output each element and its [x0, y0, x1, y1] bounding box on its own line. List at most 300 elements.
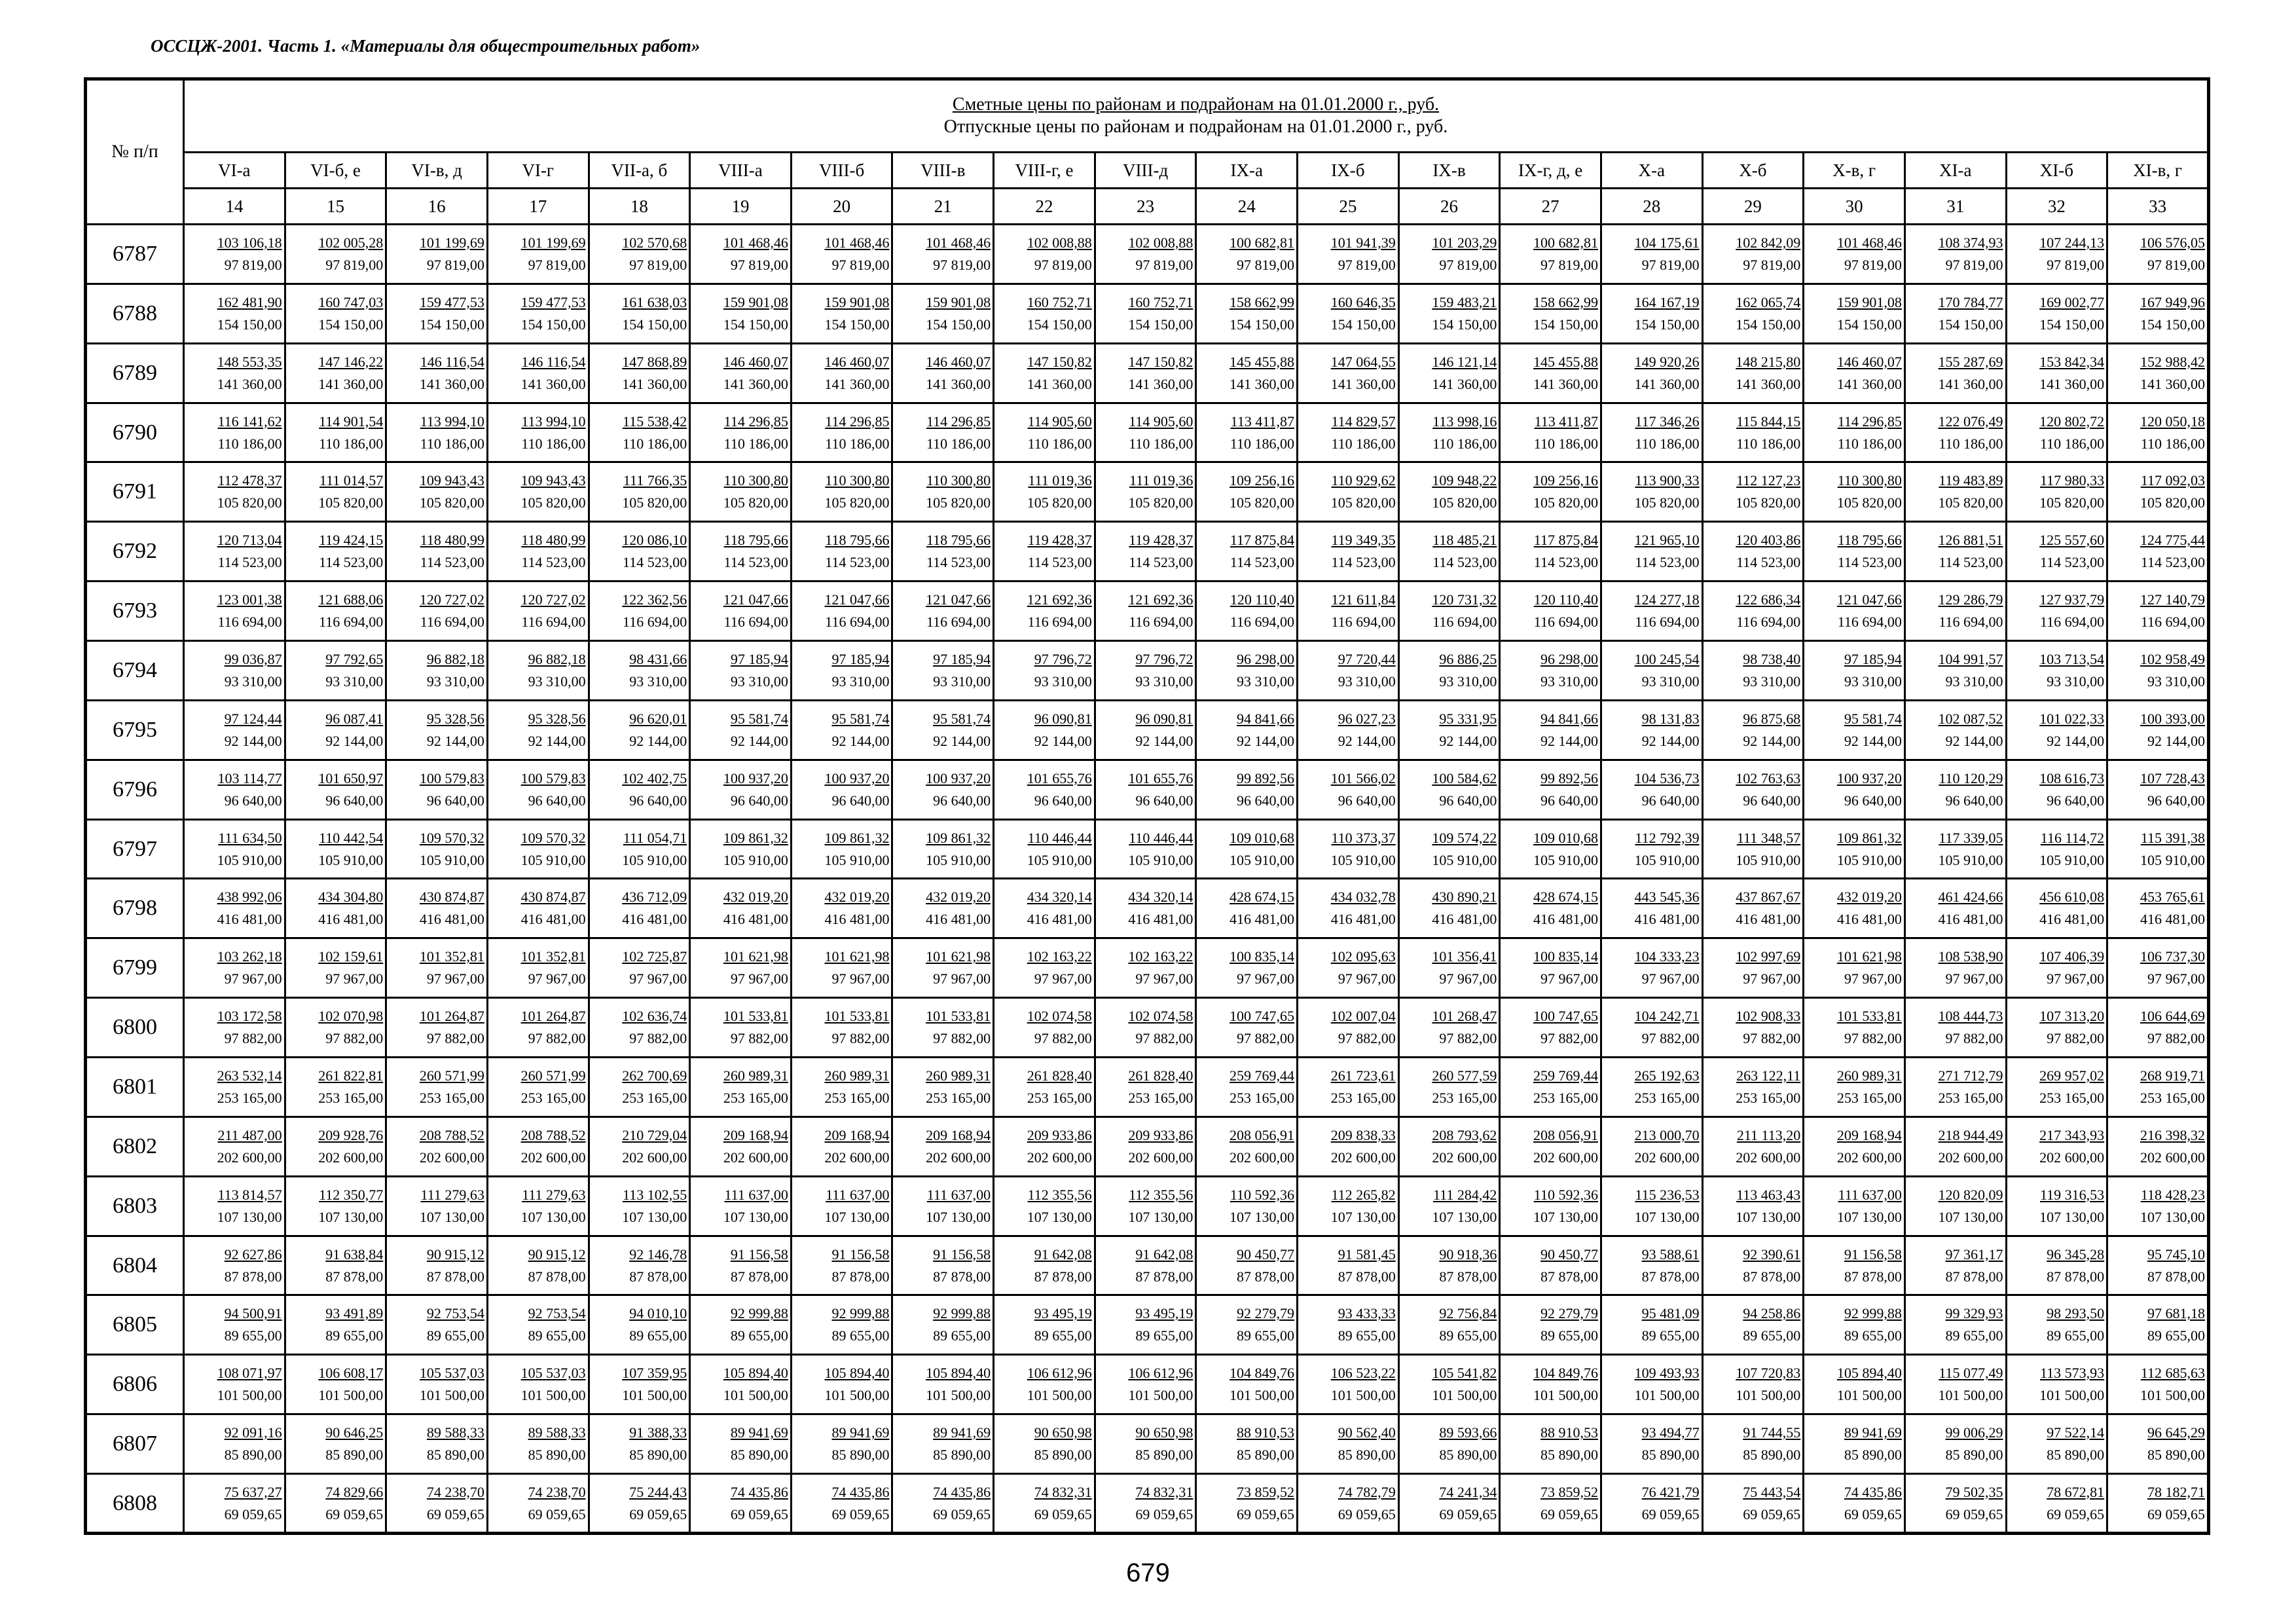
- release-price: 105 910,00: [1027, 851, 1092, 868]
- price-cell: [1601, 225, 1702, 284]
- release-price: 114 523,00: [623, 554, 687, 571]
- release-price: 87 878,00: [2047, 1268, 2105, 1285]
- estimate-price: 271 712,79: [1938, 1067, 2003, 1084]
- price-cell: [1196, 700, 1298, 760]
- price-cell: [1500, 1414, 1601, 1474]
- table-title-cell: [184, 79, 2209, 153]
- price-cell: [1298, 1116, 1399, 1176]
- price-cell: [994, 998, 1095, 1058]
- release-price: 253 165,00: [2039, 1089, 2105, 1106]
- release-price: 101 500,00: [1634, 1387, 1700, 1404]
- estimate-price: 108 616,73: [2039, 769, 2105, 786]
- release-price: 110 186,00: [1331, 435, 1396, 452]
- release-price: 96 640,00: [629, 792, 687, 809]
- table-row: [86, 1355, 2209, 1414]
- estimate-price: 101 199,69: [419, 234, 484, 251]
- release-price: 93 310,00: [1237, 673, 1295, 690]
- release-price: 97 967,00: [528, 970, 586, 987]
- estimate-price: 76 421,79: [1641, 1483, 1700, 1500]
- header-row-districts: [86, 153, 2209, 189]
- price-cell: [1298, 1355, 1399, 1414]
- release-price: 96 640,00: [224, 792, 282, 809]
- estimate-price: 108 444,73: [1938, 1008, 2003, 1025]
- release-price: 105 910,00: [1736, 851, 1801, 868]
- estimate-price: 109 861,32: [926, 829, 991, 846]
- estimate-price: 112 350,77: [319, 1186, 384, 1203]
- estimate-price: 101 468,46: [723, 234, 788, 251]
- price-cell: [1196, 225, 1298, 284]
- estimate-price: 112 792,39: [1635, 829, 1700, 846]
- estimate-price: 209 838,33: [1330, 1126, 1396, 1143]
- price-cell: [892, 1236, 994, 1295]
- column-number: 27: [1500, 189, 1601, 225]
- price-cell: [184, 1116, 285, 1176]
- estimate-price: 145 455,88: [1533, 353, 1598, 370]
- price-cell: [1904, 938, 2006, 998]
- release-price: 141 360,00: [723, 375, 788, 392]
- price-cell: [1904, 1058, 2006, 1117]
- release-price: 97 819,00: [1237, 256, 1295, 273]
- release-price: 85 890,00: [1439, 1447, 1497, 1464]
- estimate-price: 74 435,86: [933, 1483, 991, 1500]
- estimate-price: 114 296,85: [926, 413, 991, 430]
- price-cell: [1904, 462, 2006, 522]
- price-cell: [690, 343, 792, 403]
- release-price: 253 165,00: [1128, 1089, 1194, 1106]
- release-price: 87 878,00: [1439, 1268, 1497, 1285]
- price-cell: [892, 1474, 994, 1534]
- estimate-price: 91 156,58: [730, 1246, 788, 1263]
- release-price: 154 150,00: [318, 316, 384, 333]
- price-cell: [791, 581, 892, 641]
- table-row: [86, 938, 2209, 998]
- estimate-price: 118 480,99: [420, 532, 484, 549]
- estimate-price: 120 802,72: [2039, 413, 2105, 430]
- release-price: 202 600,00: [1230, 1149, 1295, 1166]
- price-cell: [1904, 1355, 2006, 1414]
- estimate-price: 102 763,63: [1736, 769, 1801, 786]
- estimate-price: 89 588,33: [426, 1424, 484, 1441]
- price-cell: [1196, 641, 1298, 701]
- price-cell: [994, 879, 1095, 938]
- price-cell: [184, 522, 285, 581]
- price-cell: [285, 1474, 386, 1534]
- estimate-price: 105 894,40: [1836, 1365, 1902, 1382]
- release-price: 110 186,00: [521, 435, 586, 452]
- release-price: 89 655,00: [1743, 1327, 1801, 1344]
- estimate-price: 101 352,81: [520, 948, 586, 965]
- estimate-price: 121 047,66: [926, 591, 991, 608]
- price-cell: [1601, 938, 1702, 998]
- price-cell: [1398, 700, 1500, 760]
- release-price: 97 882,00: [325, 1030, 384, 1047]
- price-cell: [1196, 938, 1298, 998]
- release-price: 416 481,00: [1836, 911, 1902, 928]
- estimate-price: 109 570,32: [419, 829, 484, 846]
- release-price: 85 890,00: [1237, 1447, 1295, 1464]
- release-price: 105 910,00: [1230, 851, 1295, 868]
- release-price: 110 186,00: [1939, 435, 2003, 452]
- release-price: 97 967,00: [1237, 970, 1295, 987]
- release-price: 154 150,00: [1230, 316, 1295, 333]
- price-cell: [2006, 403, 2107, 462]
- estimate-price: 111 637,00: [926, 1186, 991, 1203]
- release-price: 97 967,00: [1641, 970, 1700, 987]
- estimate-price: 91 642,08: [1034, 1246, 1092, 1263]
- price-cell: [690, 284, 792, 343]
- release-price: 97 819,00: [1439, 256, 1497, 273]
- release-price: 116 694,00: [1533, 614, 1598, 631]
- release-price: 85 890,00: [2147, 1447, 2205, 1464]
- release-price: 89 655,00: [2147, 1327, 2205, 1344]
- price-cell: [184, 1474, 285, 1534]
- estimate-price: 93 495,19: [1034, 1305, 1092, 1322]
- price-cell: [285, 1058, 386, 1117]
- header-row-title: [86, 79, 2209, 153]
- price-cell: [791, 700, 892, 760]
- price-cell: [791, 1058, 892, 1117]
- release-price: 97 967,00: [629, 970, 687, 987]
- estimate-price: 101 352,81: [419, 948, 484, 965]
- release-price: 97 819,00: [1945, 256, 2003, 273]
- price-cell: [1398, 462, 1500, 522]
- estimate-price: 160 752,71: [1027, 293, 1092, 310]
- release-price: 253 165,00: [622, 1089, 687, 1106]
- release-price: 93 310,00: [1844, 673, 1902, 690]
- price-cell: [1298, 938, 1399, 998]
- estimate-price: 97 681,18: [2147, 1305, 2205, 1322]
- price-cell: [487, 1236, 589, 1295]
- estimate-price: 94 841,66: [1237, 710, 1295, 727]
- estimate-price: 111 766,35: [623, 472, 687, 489]
- estimate-price: 101 203,29: [1432, 234, 1497, 251]
- estimate-price: 430 874,87: [520, 889, 586, 906]
- estimate-price: 213 000,70: [1634, 1126, 1700, 1143]
- price-cell: [690, 998, 792, 1058]
- price-cell: [487, 1176, 589, 1236]
- estimate-price: 93 494,77: [1641, 1424, 1700, 1441]
- estimate-price: 90 450,77: [1237, 1246, 1295, 1263]
- estimate-price: 101 468,46: [1836, 234, 1902, 251]
- release-price: 105 910,00: [1533, 851, 1598, 868]
- release-price: 69 059,65: [1034, 1505, 1092, 1522]
- estimate-price: 209 168,94: [723, 1126, 788, 1143]
- column-number: 19: [690, 189, 792, 225]
- column-number: 29: [1702, 189, 1804, 225]
- price-cell: [1804, 284, 1905, 343]
- release-price: 69 059,65: [1844, 1505, 1902, 1522]
- price-cell: [791, 462, 892, 522]
- price-cell: [1904, 581, 2006, 641]
- price-cell: [690, 879, 792, 938]
- price-cell: [1804, 522, 1905, 581]
- price-cell: [285, 462, 386, 522]
- price-cell: [285, 700, 386, 760]
- release-price: 105 820,00: [1533, 494, 1598, 511]
- district-header: IX-а: [1196, 153, 1298, 189]
- price-cell: [386, 403, 488, 462]
- release-price: 92 144,00: [1237, 732, 1295, 749]
- release-price: 154 150,00: [926, 316, 991, 333]
- district-header: VIII-д: [1095, 153, 1196, 189]
- price-cell: [386, 1355, 488, 1414]
- estimate-price: 209 168,94: [1836, 1126, 1902, 1143]
- release-price: 107 130,00: [520, 1208, 586, 1225]
- price-cell: [589, 225, 690, 284]
- estimate-price: 430 890,21: [1432, 889, 1497, 906]
- release-price: 85 890,00: [1743, 1447, 1801, 1464]
- price-cell: [589, 1295, 690, 1355]
- price-cell: [892, 581, 994, 641]
- price-cell: [994, 1355, 1095, 1414]
- release-price: 114 523,00: [1331, 554, 1396, 571]
- price-cell: [1804, 760, 1905, 819]
- price-cell: [1196, 879, 1298, 938]
- release-price: 87 878,00: [1844, 1268, 1902, 1285]
- price-cell: [487, 1355, 589, 1414]
- price-cell: [1298, 998, 1399, 1058]
- release-price: 253 165,00: [1432, 1089, 1497, 1106]
- release-price: 416 481,00: [1027, 911, 1092, 928]
- price-cell: [1500, 225, 1601, 284]
- release-price: 116 694,00: [1635, 614, 1700, 631]
- price-cell: [791, 1355, 892, 1414]
- price-cell: [791, 641, 892, 701]
- release-price: 97 882,00: [933, 1030, 991, 1047]
- price-cell: [1702, 998, 1804, 1058]
- release-price: 202 600,00: [217, 1149, 282, 1166]
- release-price: 114 523,00: [1736, 554, 1801, 571]
- estimate-price: 92 999,88: [1844, 1305, 1902, 1322]
- estimate-price: 100 937,20: [926, 769, 991, 786]
- price-cell: [2107, 284, 2209, 343]
- release-price: 105 820,00: [520, 494, 586, 511]
- estimate-price: 109 010,68: [1533, 829, 1598, 846]
- estimate-price: 109 861,32: [723, 829, 788, 846]
- price-cell: [1298, 700, 1399, 760]
- row-number-header: № п/п: [86, 79, 184, 225]
- estimate-price: 104 536,73: [1634, 769, 1700, 786]
- price-cell: [1196, 1236, 1298, 1295]
- price-cell: [1398, 879, 1500, 938]
- estimate-price: 117 875,84: [1533, 532, 1598, 549]
- release-price: 110 186,00: [1129, 435, 1194, 452]
- row-number: 6790: [86, 403, 184, 462]
- price-cell: [1804, 343, 1905, 403]
- price-cell: [1500, 879, 1601, 938]
- estimate-price: 91 156,58: [831, 1246, 890, 1263]
- estimate-price: 260 989,31: [1836, 1067, 1902, 1084]
- table-row: [86, 760, 2209, 819]
- price-cell: [2107, 403, 2209, 462]
- estimate-price: 91 156,58: [933, 1246, 991, 1263]
- table-row: [86, 1295, 2209, 1355]
- release-price: 110 186,00: [926, 435, 991, 452]
- release-price: 69 059,65: [325, 1505, 384, 1522]
- estimate-price: 121 965,10: [1634, 532, 1700, 549]
- price-cell: [994, 403, 1095, 462]
- estimate-price: 121 047,66: [1836, 591, 1902, 608]
- release-price: 97 882,00: [1844, 1030, 1902, 1047]
- estimate-price: 164 167,19: [1634, 293, 1700, 310]
- table-row: [86, 998, 2209, 1058]
- release-price: 85 890,00: [629, 1447, 687, 1464]
- table-row: [86, 522, 2209, 581]
- price-cell: [386, 1058, 488, 1117]
- release-price: 93 310,00: [1034, 673, 1092, 690]
- price-cell: [386, 581, 488, 641]
- estimate-price: 102 159,61: [318, 948, 384, 965]
- running-head: ОССЦЖ-2001. Часть 1. «Материалы для общестроительных работ»: [151, 36, 701, 56]
- release-price: 110 186,00: [1230, 435, 1295, 452]
- price-cell: [1196, 1295, 1298, 1355]
- release-price: 69 059,65: [2047, 1505, 2105, 1522]
- estimate-price: 119 349,35: [1331, 532, 1396, 549]
- estimate-price: 114 905,60: [1129, 413, 1194, 430]
- estimate-price: 91 581,45: [1338, 1246, 1396, 1263]
- price-cell: [2006, 1116, 2107, 1176]
- price-cell: [690, 1474, 792, 1534]
- estimate-price: 112 685,63: [2140, 1365, 2205, 1382]
- price-cell: [892, 284, 994, 343]
- price-cell: [1804, 700, 1905, 760]
- price-cell: [386, 998, 488, 1058]
- release-price: 154 150,00: [1634, 316, 1700, 333]
- release-price: 141 360,00: [217, 375, 282, 392]
- release-price: 105 910,00: [2039, 851, 2105, 868]
- price-cell: [1904, 1176, 2006, 1236]
- release-price: 116 694,00: [420, 614, 484, 631]
- estimate-price: 96 298,00: [1540, 650, 1598, 667]
- price-cell: [2006, 998, 2107, 1058]
- estimate-price: 105 894,40: [926, 1365, 991, 1382]
- price-cell: [1601, 879, 1702, 938]
- estimate-price: 100 747,65: [1533, 1008, 1598, 1025]
- price-cell: [386, 879, 488, 938]
- release-price: 107 130,00: [824, 1208, 890, 1225]
- district-header: VI-в, д: [386, 153, 488, 189]
- release-price: 97 819,00: [1338, 256, 1396, 273]
- release-price: 107 130,00: [2140, 1208, 2205, 1225]
- estimate-price: 100 937,20: [824, 769, 890, 786]
- estimate-price: 147 064,55: [1330, 353, 1396, 370]
- release-price: 69 059,65: [831, 1505, 890, 1522]
- table-row: [86, 819, 2209, 879]
- estimate-price: 268 919,71: [2140, 1067, 2205, 1084]
- estimate-price: 90 646,25: [325, 1424, 384, 1441]
- price-cell: [1298, 284, 1399, 343]
- estimate-price: 104 849,76: [1230, 1365, 1295, 1382]
- price-cell: [2107, 462, 2209, 522]
- price-cell: [487, 284, 589, 343]
- release-price: 101 500,00: [318, 1387, 384, 1404]
- estimate-price: 96 875,68: [1743, 710, 1801, 727]
- price-cell: [184, 879, 285, 938]
- estimate-price: 94 010,10: [629, 1305, 687, 1322]
- release-price: 202 600,00: [1634, 1149, 1700, 1166]
- price-cell: [386, 641, 488, 701]
- price-cell: [892, 343, 994, 403]
- column-number: 28: [1601, 189, 1702, 225]
- release-price: 154 150,00: [217, 316, 282, 333]
- release-price: 114 523,00: [1635, 554, 1700, 571]
- price-cell: [589, 284, 690, 343]
- price-cell: [1500, 522, 1601, 581]
- price-cell: [892, 879, 994, 938]
- estimate-price: 101 468,46: [926, 234, 991, 251]
- release-price: 105 820,00: [1938, 494, 2003, 511]
- price-cell: [1601, 581, 1702, 641]
- estimate-price: 259 769,44: [1230, 1067, 1295, 1084]
- estimate-price: 262 700,69: [622, 1067, 687, 1084]
- price-cell: [487, 819, 589, 879]
- price-cell: [892, 938, 994, 998]
- release-price: 96 640,00: [2047, 792, 2105, 809]
- price-cell: [1702, 403, 1804, 462]
- estimate-price: 91 744,55: [1743, 1424, 1801, 1441]
- price-cell: [1904, 819, 2006, 879]
- release-price: 87 878,00: [730, 1268, 788, 1285]
- estimate-prices-title: Сметные цены по районам и подрайонам на 01.01.2000 г., руб.: [952, 94, 1440, 115]
- price-cell: [892, 522, 994, 581]
- estimate-price: 113 411,87: [1534, 413, 1598, 430]
- release-price: 141 360,00: [1836, 375, 1902, 392]
- estimate-price: 90 650,98: [1034, 1424, 1092, 1441]
- price-cell: [994, 819, 1095, 879]
- estimate-price: 101 468,46: [824, 234, 890, 251]
- price-cell: [487, 998, 589, 1058]
- estimate-price: 73 859,52: [1237, 1483, 1295, 1500]
- estimate-price: 97 185,94: [1844, 650, 1902, 667]
- release-price: 253 165,00: [2140, 1089, 2205, 1106]
- price-cell: [1601, 998, 1702, 1058]
- release-price: 116 694,00: [1837, 614, 1902, 631]
- header-row-column-numbers: [86, 189, 2209, 225]
- release-price: 69 059,65: [629, 1505, 687, 1522]
- price-cell: [1904, 1474, 2006, 1534]
- release-price: 116 694,00: [1939, 614, 2003, 631]
- release-price: 105 820,00: [1432, 494, 1497, 511]
- price-cell: [2006, 819, 2107, 879]
- price-cell: [285, 522, 386, 581]
- estimate-price: 95 481,09: [1641, 1305, 1700, 1322]
- price-cell: [285, 938, 386, 998]
- release-price: 141 360,00: [1027, 375, 1092, 392]
- estimate-price: 79 502,35: [1945, 1483, 2003, 1500]
- release-price: 114 523,00: [1837, 554, 1902, 571]
- release-price: 416 481,00: [1128, 911, 1194, 928]
- price-cell: [1601, 1236, 1702, 1295]
- estimate-price: 109 948,22: [1432, 472, 1497, 489]
- price-cell: [1398, 284, 1500, 343]
- table-row: [86, 879, 2209, 938]
- price-cell: [184, 1236, 285, 1295]
- price-cell: [1398, 1474, 1500, 1534]
- release-price: 93 310,00: [426, 673, 484, 690]
- release-price: 141 360,00: [1432, 375, 1497, 392]
- estimate-price: 115 077,49: [1939, 1365, 2003, 1382]
- price-cell: [1601, 1414, 1702, 1474]
- release-price: 101 500,00: [824, 1387, 890, 1404]
- release-price: 69 059,65: [1945, 1505, 2003, 1522]
- price-cell: [690, 819, 792, 879]
- row-number: 6808: [86, 1474, 184, 1534]
- district-header: VI-г: [487, 153, 589, 189]
- release-price: 202 600,00: [419, 1149, 484, 1166]
- release-price: 101 500,00: [1027, 1387, 1092, 1404]
- release-price: 154 150,00: [1128, 316, 1194, 333]
- release-price: 93 310,00: [730, 673, 788, 690]
